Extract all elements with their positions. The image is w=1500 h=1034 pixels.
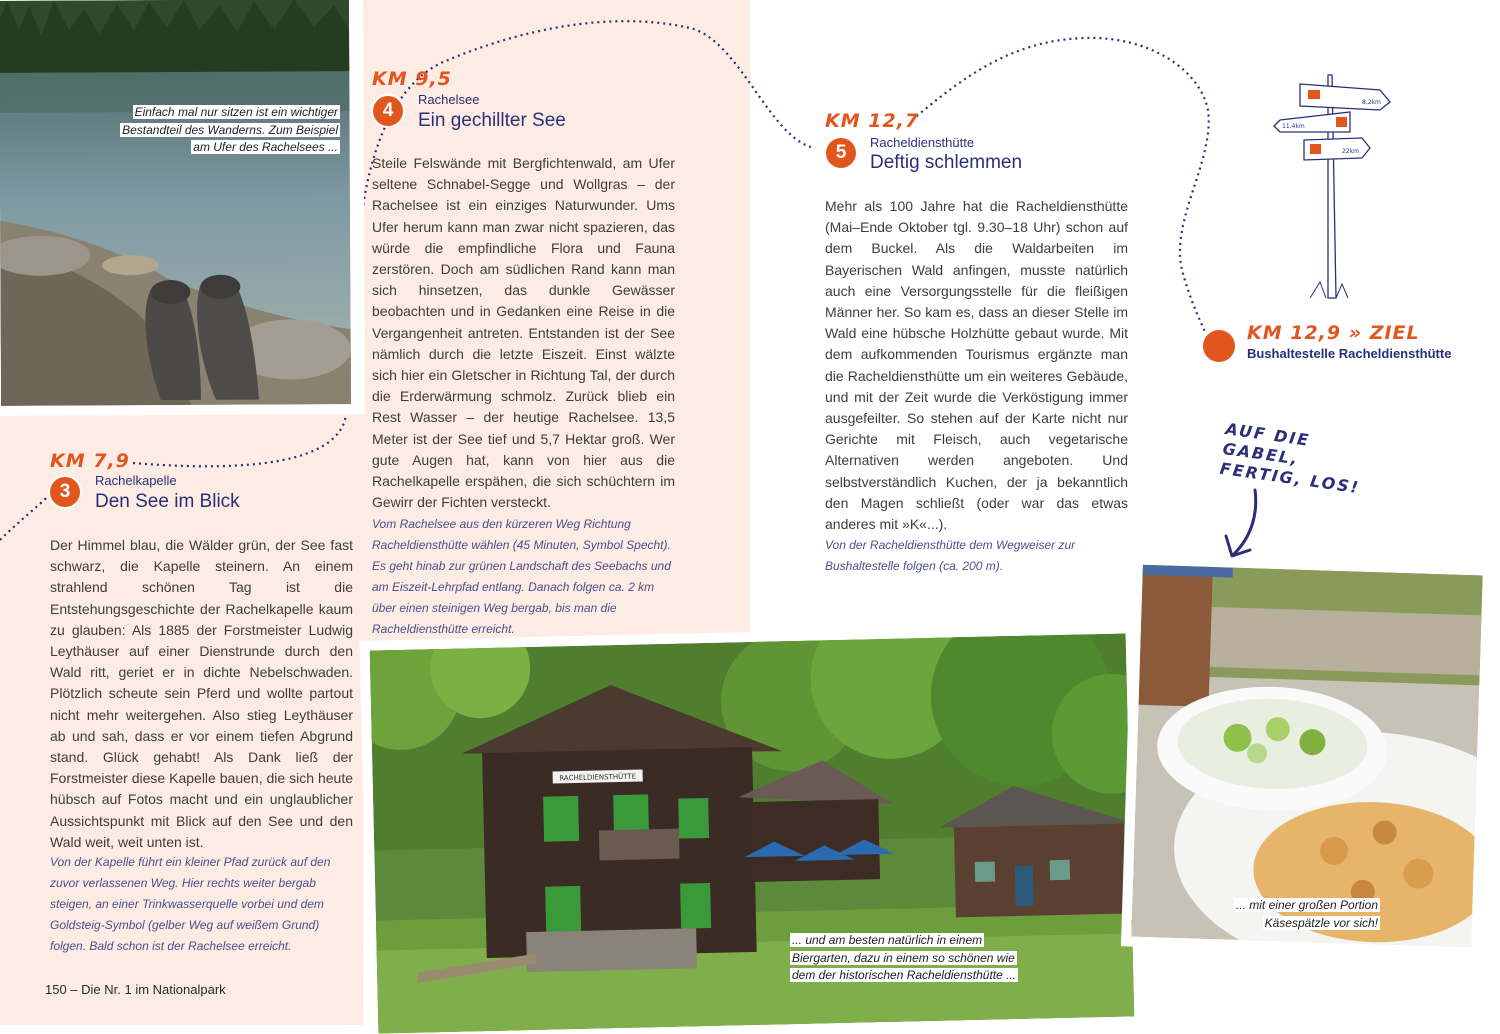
food-photo-caption: ... mit einer großen Portion Käsespätzle vor sich!	[1235, 898, 1378, 930]
goal-marker	[1203, 330, 1235, 362]
goal-place: Bushaltestelle Racheldiensthütte	[1247, 346, 1452, 361]
signpost-distance-1: 8,2km	[1362, 99, 1381, 106]
arrow-down-icon	[1222, 488, 1272, 560]
handwritten-slogan: AUF DIE GABEL, FERTIG, LOS!	[1218, 419, 1362, 498]
food-photo	[1131, 565, 1483, 947]
signpost-distance-2: 11,4km	[1282, 123, 1305, 130]
stop-3-text: Der Himmel blau, die Wälder grün, der See fast schwarz, die Kapelle steinern. An einem strahlend schönen Tag ist die Entstehungsgeschichte der Rachelkapelle kaum zu glauben: Als 1885 der Forstmeister Ludwig Leythäuser auf einer Dienstrunde durch den Wald ritt, geriet er in dichte Nebelschwaden. Plötzlich scheute sein Pferd und wollte partout nicht mehr weitergehen. Also stieg Leythäuser ab und sah, dass er vor einem tiefen Abgrund stand. Glück gehabt! Als Dank ließ der Forstmeister diese Kapelle bauen, die sich heute hübsch auf Fotos macht und ein unglaublicher Aussichtspunkt mit Blick auf den See und den Wald weit, weit unten ist.	[50, 537, 353, 850]
stop-4-km-label: KM 9,5	[372, 68, 452, 90]
stop-3-number-badge: 3	[50, 477, 80, 507]
stop-5-directions: Von der Racheldiensthütte dem Wegweiser zur Bushaltestelle folgen (ca. 200 m).	[825, 538, 1076, 574]
stop-4-text: Steile Felswände mit Bergfichtenwald, am Ufer seltene Schnabel-Segge und Wollgras – der Rachelsee ist ein einziges Naturwunder. Ums Ufer herum kann man zwar nicht spazieren, das würde die empfindliche Flora und Fauna zerstören. Doch am südlichen Rand kann man sich hinsetzen, das dunkle Gewässer beobachten und in Gedanken eine Reise in die Vergangenheit antreten. Entstanden ist der See nämlich durch die letzte Eiszeit. Einst wälzte sich hier ein Gletscher in Richtung Tal, der durch die Erderwärmung schmolz. Zurück blieb ein Rest Wasser – der heutige Rachelsee. 13,5 Meter ist der See tief und 5,7 Hektar groß. Wer gute Augen hat, kann von hier aus die Rachelkapelle erspähen, die sich schüchtern im Gewirr der Fichten versteckt.	[372, 155, 675, 511]
lake-photo-caption: Einfach mal nur sitzen ist ein wichtiger Bestandteil des Wanderns. Zum Beispiel am Ufer des Rachelsees ...	[122, 105, 338, 154]
stop-5-number-badge: 5	[826, 138, 856, 168]
goal-km-label: KM 12,9 » ZIEL	[1247, 322, 1420, 344]
signpost-distance-3: 22km	[1342, 148, 1359, 155]
stop-3-place: Rachelkapelle	[95, 473, 177, 488]
stop-4-place: Rachelsee	[418, 92, 480, 107]
lake-photo	[0, 0, 351, 406]
stop-5-place: Racheldiensthütte	[870, 135, 975, 150]
stop-5-title: Deftig schlemmen	[870, 152, 1023, 173]
stop-3-km-label: KM 7,9	[50, 450, 130, 472]
stop-3-title: Den See im Blick	[95, 491, 240, 512]
stop-5-text: Mehr als 100 Jahre hat die Racheldiensthütte (Mai–Ende Oktober tgl. 9.30–18 Uhr) schon auf dem Buckel. Als die Waldarbeiten im Bayerischen Wald anfingen, musste natürlich auch eine Versorgungsstelle für die fleißigen Männer her. So kam es, dass an dieser Stelle im Wald eine hübsche Holzhütte gebaut wurde. Mit dem aufkommenden Tourismus ergänzte man die Racheldiensthütte um ein weiteres Gebäude, und mit der Zeit wurde die Verköstigung immer ausgefeilter. So stehen auf der Karte nicht nur Gerichte mit Fleisch, auch vegetarische Alternativen werden angeboten. Und selbstverständlich Kuchen, der ja bekanntlich den Magen schließt (oder war das etwas anderes mit »K«...).	[825, 198, 1128, 533]
page-footer: 150 – Die Nr. 1 im Nationalpark	[45, 982, 226, 997]
hut-sign-text: RACHELDIENSTHÜTTE	[559, 772, 637, 783]
hut-photo-caption: ... und am besten natürlich in einem Biergarten, dazu in einem so schönen wie dem der historischen Racheldiensthütte ...	[792, 933, 1017, 982]
stop-5-km-label: KM 12,7	[825, 110, 920, 132]
stop-3-directions: Von der Kapelle führt ein kleiner Pfad zurück auf den zuvor verlassenen Weg. Hier rechts weiter bergab steigen, an einer Trinkwasserquelle vorbei und dem Goldsteig-Symbol (gelber Weg auf weißem Grund) folgen. Bald schon ist der Rachelsee erreicht.	[50, 855, 331, 954]
stop-4-number-badge: 4	[373, 96, 403, 126]
stop-4-title: Ein gechillter See	[418, 110, 566, 131]
stop-4-directions: Vom Rachelsee aus den kürzeren Weg Richtung Racheldiensthütte wählen (45 Minuten, Symbol Specht). Es geht hinab zur grünen Landschaft des Seebachs und am Eiszeit-Lehrpfad entlang. Danach folgen ca. 2 km über einen steinigen Weg bergab, bis man die Racheldiensthütte erreicht.	[372, 517, 671, 637]
signpost-illustration	[1270, 70, 1400, 305]
